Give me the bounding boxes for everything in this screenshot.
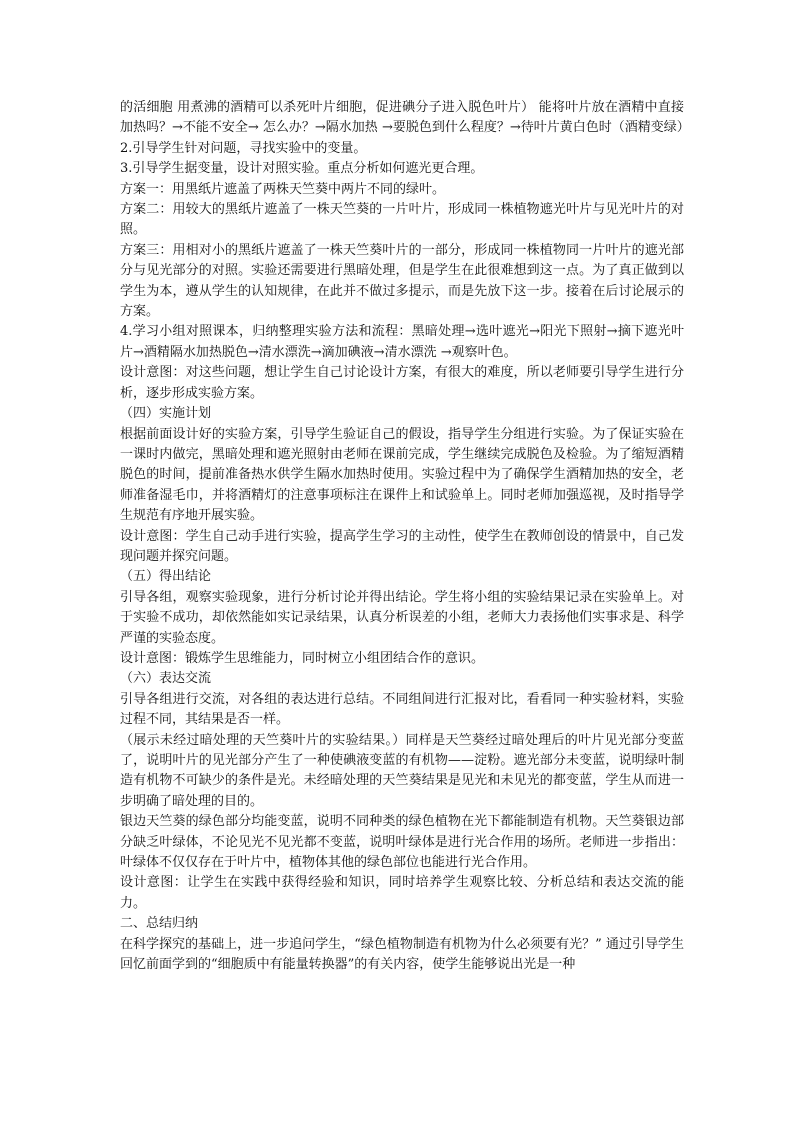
section-heading-exchange: （六）表达交流 [120, 671, 212, 687]
paragraph-dark-treatment: （展示未经过暗处理的天竺葵叶片的实验结果。）同样是天竺葵经过暗处理后的叶片见光部分变蓝了，说明叶片的见光部分产生了一种使碘液变蓝的有机物——淀粉。遮光部分未变蓝，说明绿叶制造有机物不可缺少的条件是光。未经暗处理的天竺葵结果是见光和未见光的都变蓝，学生从而进一步明确了暗处理的目的。 [120, 732, 684, 809]
section-heading-summary: 二、总结归纳 [120, 916, 199, 932]
paragraph-design-intent-2: 设计意图：学生自己动手进行实验，提高学生学习的主动性，使学生在教师创设的情景中，自己发现问题并探究问题。 [120, 528, 684, 564]
paragraph-design-intent-1: 设计意图：对这些问题，想让学生自己讨论设计方案，有很大的难度，所以老师要引导学生进行分析，逐步形成实验方案。 [120, 365, 684, 401]
paragraph-plan-3: 方案三：用相对小的黑纸片遮盖了一株天竺葵叶片的一部分，形成同一株植物同一片叶片的遮光部分与见光部分的对照。实验还需要进行黑暗处理，但是学生在此很难想到这一点。为了真正做到以学生为本，遵从学生的认知规律，在此并不做过多提示，而是先放下这一步。接着在后讨论展示的方案。 [120, 242, 684, 320]
paragraph-exchange: 引导各组进行交流，对各组的表达进行总结。不同组间进行汇报对比，看看同一种实验材料，实验过程不同，其结果是否一样。 [120, 691, 684, 728]
paragraph-silver-edge: 银边天竺葵的绿色部分均能变蓝，说明不同种类的绿色植物在光下都能制造有机物。天竺葵银边部分缺乏叶绿体，不论见光不见光都不变蓝，说明叶绿体是进行光合作用的场所。老师进一步指出：叶绿体不仅仅存在于叶片中，植物体其他的绿色部位也能进行光合作用。 [120, 814, 684, 871]
paragraph-step-3: 3.引导学生据变量，设计对照实验。重点分析如何遮光更合理。 [120, 161, 484, 177]
paragraph-alcohol-heating: 的活细胞 用煮沸的酒精可以杀死叶片细胞，促进碘分子进入脱色叶片） 能将叶片放在酒精中直接加热吗？→不能不安全→ 怎么办？→隔水加热 →要脱色到什么程度？→待叶片黄白色时（酒精变绿） [120, 100, 690, 136]
paragraph-plan-1: 方案一：用黑纸片遮盖了两株天竺葵中两片不同的绿叶。 [120, 181, 446, 197]
paragraph-step-4: 4.学习小组对照课本，归纳整理实验方法和流程：黑暗处理→选叶遮光→阳光下照射→摘下遮光叶片→酒精隔水加热脱色→清水漂洗→滴加碘液→清水漂洗 →观察叶色。 [120, 324, 684, 360]
paragraph-step-2: 2.引导学生针对问题，寻找实验中的变量。 [120, 140, 367, 156]
paragraph-plan-2: 方案二：用较大的黑纸片遮盖了一株天竺葵的一片叶片，形成同一株植物遮光叶片与见光叶片的对照。 [120, 202, 684, 238]
section-heading-conclusion: （五）得出结论 [120, 569, 212, 585]
paragraph-design-intent-4: 设计意图：让学生在实践中获得经验和知识，同时培养学生观察比较、分析总结和表达交流的能力。 [120, 875, 684, 911]
paragraph-conclusion: 引导各组，观察实验现象，进行分析讨论并得出结论。学生将小组的实验结果记录在实验单上。对于实验不成功，却依然能如实记录结果，认真分析误差的小组，老师大力表扬他们实事求是、科学严谨的实验态度。 [120, 589, 684, 646]
paragraph-design-intent-3: 设计意图：锻炼学生思维能力，同时树立小组团结合作的意识。 [120, 650, 485, 666]
paragraph-summary: 在科学探究的基础上，进一步追问学生，“绿色植物制造有机物为什么必须要有光？” 通过引导学生回忆前面学到的“细胞质中有能量转换器”的有关内容，使学生能够说出光是一种 [120, 936, 684, 973]
paragraph-implement: 根据前面设计好的实验方案，引导学生验证自己的假设，指导学生分组进行实验。为了保证实验在一课时内做完，黑暗处理和遮光照射由老师在课前完成，学生继续完成脱色及检验。为了缩短酒精脱色的时间，提前准备热水供学生隔水加热时使用。实验过程中为了确保学生酒精加热的安全，老师准备湿毛巾，并将酒精灯的注意事项标注在课件上和试验单上。同时老师加强巡视，及时指导学生规范有序地开展实验。 [120, 426, 684, 524]
section-heading-implement: （四）实施计划 [120, 406, 212, 422]
document-page [120, 98, 690, 975]
